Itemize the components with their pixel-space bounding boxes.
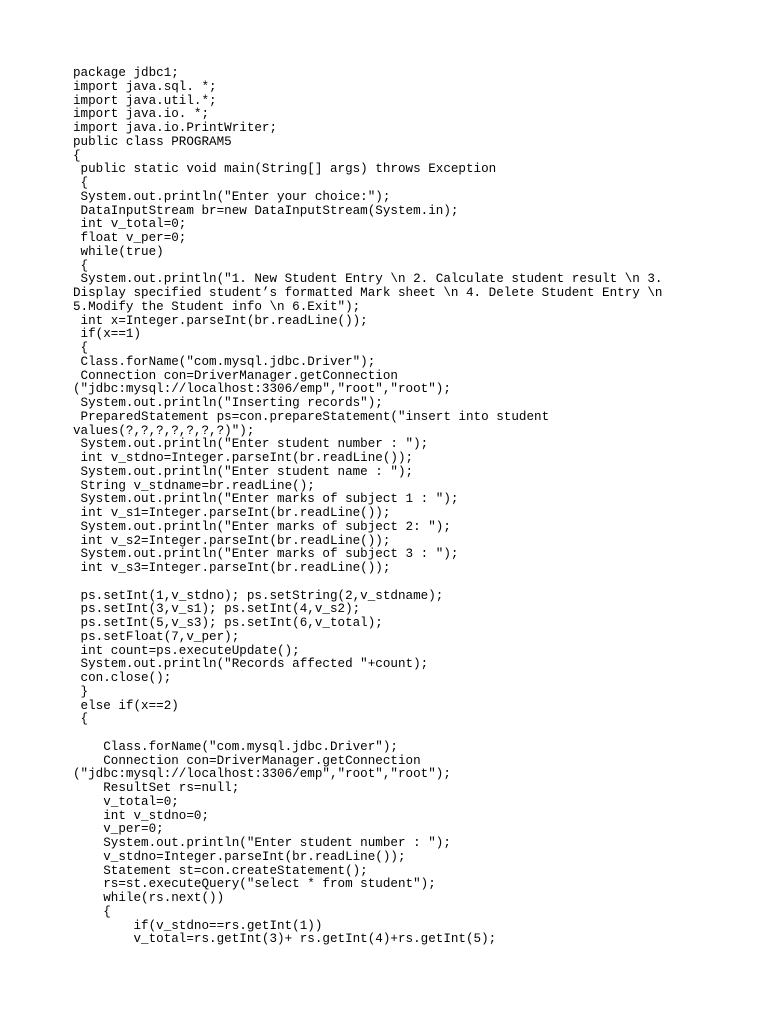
code-line: {	[73, 341, 89, 355]
code-line: v_total=0;	[73, 794, 179, 809]
code-line: System.out.println("Enter student name : ");	[73, 464, 414, 479]
code-line: PreparedStatement ps=con.prepareStatement("insert into student	[73, 409, 550, 424]
code-line: int x=Integer.parseInt(br.readLine());	[73, 313, 368, 328]
code-line: Class.forName("com.mysql.jdbc.Driver");	[73, 354, 376, 369]
code-line: import java.util.*;	[73, 93, 217, 108]
code-line: System.out.println("Inserting records");	[73, 396, 383, 410]
code-line: float v_per=0;	[73, 231, 187, 245]
code-line: ("jdbc:mysql://localhost:3306/emp","root","root");	[73, 767, 451, 782]
code-line: Statement st=con.createStatement();	[73, 863, 368, 878]
code-line: {	[73, 148, 81, 163]
code-line: Connection con=DriverManager.getConnection	[73, 368, 398, 383]
code-line: v_stdno=Integer.parseInt(br.readLine());	[73, 849, 406, 864]
code-line: System.out.println("1. New Student Entry \n 2. Calculate student result \n 3.	[73, 272, 663, 287]
code-line: {	[73, 176, 89, 190]
code-line: if(v_stdno==rs.getInt(1))	[73, 918, 323, 933]
code-line: System.out.println("Records affected "+count);	[73, 657, 429, 672]
code-line: import java.io. *;	[73, 107, 210, 122]
code-line: int v_s1=Integer.parseInt(br.readLine());	[73, 506, 391, 520]
code-line: ResultSet rs=null;	[73, 781, 240, 795]
code-line: ps.setInt(5,v_s3); ps.setInt(6,v_total);	[73, 616, 383, 630]
code-line: Display specified student’s formatted Mark sheet \n 4. Delete Student Entry \n	[73, 286, 663, 300]
code-line: ps.setInt(3,v_s1); ps.setInt(4,v_s2);	[73, 602, 361, 617]
code-line: else if(x==2)	[73, 698, 179, 713]
code-line: int v_s3=Integer.parseInt(br.readLine());	[73, 561, 391, 575]
code-line: DataInputStream br=new DataInputStream(System.in);	[73, 203, 459, 218]
code-line: System.out.println("Enter marks of subject 2: ");	[73, 519, 451, 534]
code-line: }	[73, 684, 89, 699]
code-line: if(x==1)	[73, 327, 142, 342]
code-line: int v_stdno=0;	[73, 808, 210, 823]
code-line: {	[73, 712, 89, 727]
code-line: while(rs.next())	[73, 891, 225, 905]
code-line: {	[73, 258, 89, 273]
code-line: values(?,?,?,?,?,?,?)");	[73, 423, 255, 438]
code-line: ("jdbc:mysql://localhost:3306/emp","root","root");	[73, 382, 451, 397]
code-line: int v_stdno=Integer.parseInt(br.readLine());	[73, 451, 414, 465]
code-line: System.out.println("Enter marks of subject 1 : ");	[73, 492, 459, 507]
code-line: int v_s2=Integer.parseInt(br.readLine());	[73, 533, 391, 548]
code-line: Connection con=DriverManager.getConnection	[73, 753, 421, 768]
code-line: import java.io.PrintWriter;	[73, 121, 278, 135]
code-line: public static void main(String[] args) throws Exception	[73, 162, 497, 177]
code-line: v_per=0;	[73, 822, 164, 837]
code-listing	[73, 67, 693, 947]
code-line: {	[73, 904, 111, 919]
code-line: Class.forName("com.mysql.jdbc.Driver");	[73, 739, 398, 754]
code-line: 5.Modify the Student info \n 6.Exit");	[73, 299, 361, 314]
code-line: System.out.println("Enter marks of subject 3 : ");	[73, 547, 459, 562]
code-line	[73, 576, 693, 590]
code-line: ps.setFloat(7,v_per);	[73, 629, 240, 644]
code-line: import java.sql. *;	[73, 79, 217, 94]
code-line: System.out.println("Enter student number : ");	[73, 437, 429, 452]
code-line: int count=ps.executeUpdate();	[73, 643, 300, 658]
code-line: v_total=rs.getInt(3)+ rs.getInt(4)+rs.getInt(5);	[73, 932, 497, 947]
code-line: System.out.println("Enter student number : ");	[73, 836, 451, 850]
code-line: public class PROGRAM5	[73, 134, 232, 149]
code-line: con.close();	[73, 671, 172, 685]
code-line	[73, 727, 693, 741]
code-line: String v_stdname=br.readLine();	[73, 478, 315, 493]
code-line: ps.setInt(1,v_stdno); ps.setString(2,v_stdname);	[73, 588, 444, 603]
code-line: System.out.println("Enter your choice:");	[73, 189, 391, 204]
code-line: rs=st.executeQuery("select * from student");	[73, 877, 436, 892]
code-line: int v_total=0;	[73, 217, 187, 232]
code-line: package jdbc1;	[73, 66, 179, 80]
code-line: while(true)	[73, 244, 164, 259]
